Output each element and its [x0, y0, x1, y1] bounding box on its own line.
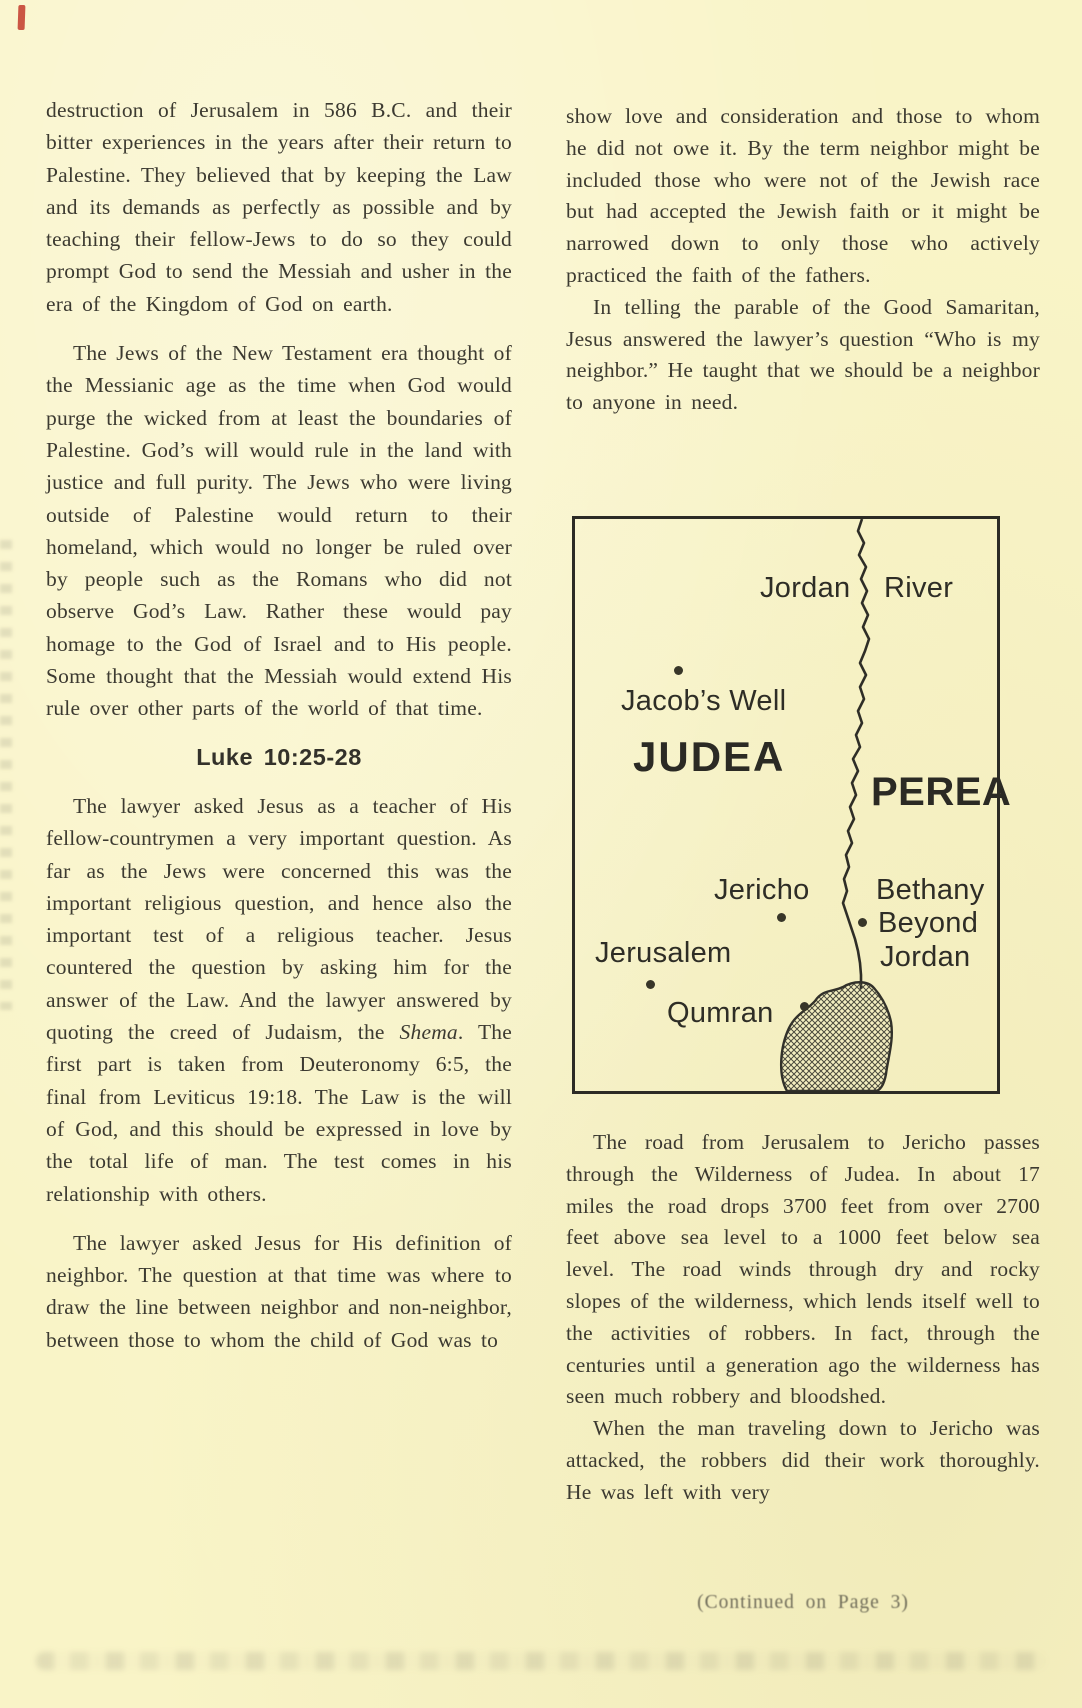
paragraph-text: . The first part is taken from Deuteronomy 6:5, the final from Leviticus 19:18. The Law is the will of God, and this should be expressed in love by the total life of man. The test comes in his relationship with others. — [46, 1020, 512, 1206]
qumran-dot — [800, 1002, 809, 1011]
left-column — [46, 94, 512, 1356]
map-label-jordan: Jordan — [760, 572, 851, 604]
right-column-bottom — [566, 1127, 1040, 1509]
paragraph: When the man traveling down to Jericho was attacked, the robbers did their work thoroughly. He was left with very — [566, 1416, 1040, 1504]
map-label-bethany: Bethany — [876, 874, 985, 906]
scan-artifact-red-mark — [18, 5, 26, 30]
map-region-judea: JUDEA — [633, 733, 786, 780]
paragraph: The Jews of the New Testament era thought of the Messianic age as the time when God would purge the wicked from at least the boundaries of Palestine. God’s will would rule in the land with justice and full purity. The Jews who were living outside of Palestine would return to their homeland, which would no longer be ruled over by people such as the Romans who did not observe God’s Law. Rather these would pay homage to the God of Israel and to His people. Some thought that the Messiah would extend His rule over other parts of the world of that time. — [46, 341, 512, 721]
paragraph: In telling the parable of the Good Samaritan, Jesus answered the lawyer’s question “Who is my neighbor.” He taught that we should be a neighbor to anyone in need. — [566, 294, 1040, 415]
map-label-qumran: Qumran — [667, 997, 774, 1029]
jacobs-well-dot — [674, 666, 683, 675]
paragraph-text: The lawyer asked Jesus as a teacher of His fellow-countrymen a very important question. As far as the Jews were concerned this was the important religious question, and hence also the important test of a religious teacher. Jesus countered the question by asking him for the answer of the Law. And the lawyer answered by quoting the creed of Judaism, the — [46, 793, 512, 1045]
paragraph: The lawyer asked Jesus for His definition of neighbor. The question at that time was where to draw the line between neighbor and non-neighbor, between those to whom the child of God was to — [46, 1230, 512, 1352]
dead-sea-shape — [781, 982, 892, 1091]
map-region-perea: PEREA — [871, 770, 1012, 814]
continued-note: (Continued on Page 3) — [697, 1592, 909, 1613]
shema-italic: Shema — [399, 1020, 458, 1045]
bethany-beyond-jordan-dot — [858, 918, 867, 927]
map-label-beyond: Beyond — [878, 907, 979, 939]
scan-artifact-edge-bleed — [0, 540, 12, 1010]
map-label-jacobs-well: Jacob’s Well — [621, 685, 787, 717]
map-label-jordan-2: Jordan — [880, 941, 971, 973]
paragraph: show love and consideration and those to whom he did not owe it. By the term neighbor might be included those who were not of the Jewish race but had accepted the Jewish faith or it might be narrowed down to only those who actively practiced the faith of the fathers. — [566, 104, 1040, 287]
judea-perea-map — [572, 516, 1012, 1094]
map-label-river: River — [884, 572, 954, 604]
paragraph: destruction of Jerusalem in 586 B.C. and their bitter experiences in the years after their return to Palestine. They believed that by keeping the Law and its demands as perfectly as possible and by teaching their fellow-Jews to do so they could prompt God to send the Messiah and usher in the era of the Kingdom of God on earth. — [46, 98, 512, 316]
jerusalem-dot — [646, 980, 655, 989]
map-label-jericho: Jericho — [714, 874, 810, 906]
scan-artifact-bottom-smudge — [36, 1652, 1046, 1670]
right-column-top — [566, 101, 1040, 419]
jericho-dot — [777, 913, 786, 922]
section-heading-luke: Luke 10:25-28 — [196, 743, 362, 770]
paragraph — [46, 790, 512, 1210]
paragraph: The road from Jerusalem to Jericho passes through the Wilderness of Judea. In about 17 miles the road drops 3700 feet from over 2700 feet above sea level to a 1000 feet below sea level. The road winds through dry and rocky slopes of the wilderness, which lends itself well to the activities of robbers. In fact, through the centuries until a generation ago the wilderness has seen much robbery and bloodshed. — [566, 1130, 1040, 1409]
map-label-jerusalem: Jerusalem — [595, 937, 732, 969]
